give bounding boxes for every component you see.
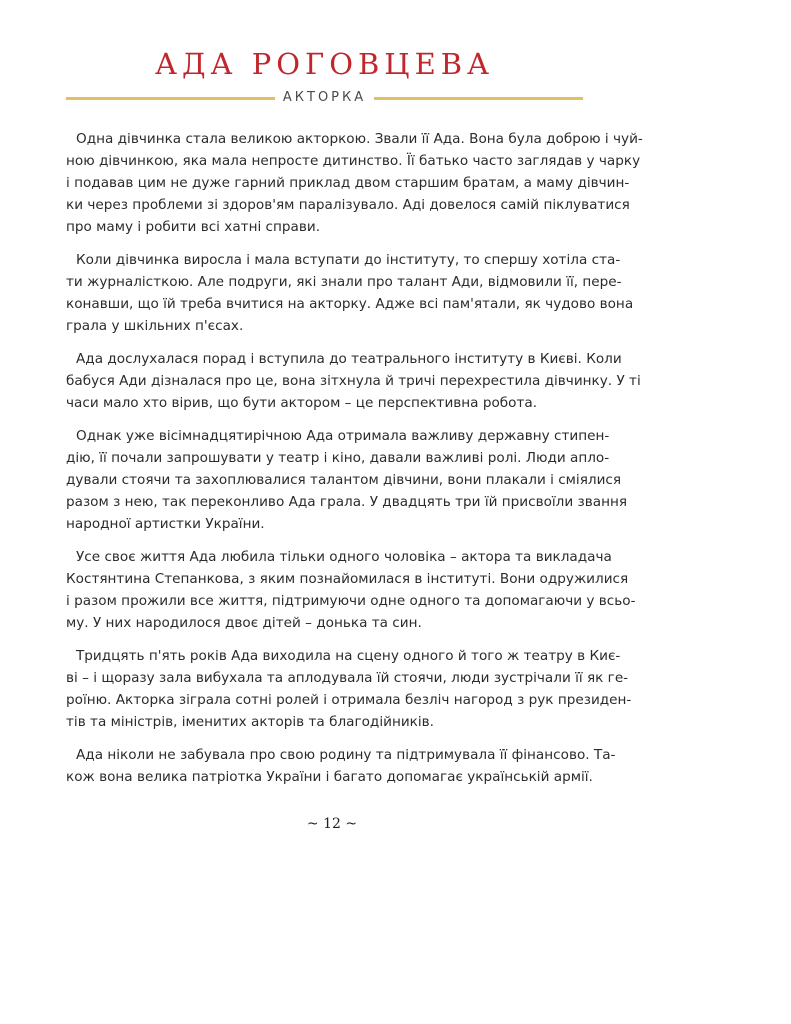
paragraph: [66, 645, 632, 733]
page-number: ~ 12 ~: [306, 816, 358, 832]
text-line: ти журналісткою. Але подруги, які знали про талант Ади, відмовили її, пере-: [66, 274, 622, 290]
text-line: ки через проблеми зі здоров'ям паралізувало. Аді довелося самій піклуватися: [66, 197, 630, 213]
text-line: грала у шкільних п'єсах.: [66, 318, 244, 334]
text-line: Ада дослухалася порад і вступила до театрального інституту в Києві. Коли: [76, 351, 622, 367]
text-line: про маму і робити всі хатні справи.: [66, 219, 321, 235]
text-line: Костянтина Степанкова, з яким познайомилася в інституті. Вони одружилися: [66, 571, 629, 587]
paragraph: [66, 546, 636, 634]
text-line: роїню. Акторка зіграла сотні ролей і отримала безліч нагород з рук президен-: [66, 692, 632, 708]
gold-rule-right: [374, 97, 583, 100]
text-line: дію, її почали запрошувати у театр і кіно, давали важливі ролі. Люди апло-: [66, 450, 610, 466]
text-line: разом з нею, так переконливо Ада грала. У двадцять три їй присвоїли звання: [66, 494, 628, 510]
text-line: Одна дівчинка стала великою акторкою. Звали її Ада. Вона була доброю і чуй-: [76, 131, 643, 147]
paragraph: [66, 249, 634, 337]
page-title: АДА РОГОВЦЕВА: [154, 47, 495, 81]
text-line: Коли дівчинка виросла і мала вступати до інституту, то спершу хотіла ста-: [76, 252, 621, 268]
text-line: му. У них народилося двоє дітей – донька та син.: [66, 615, 422, 631]
paragraph: [66, 348, 641, 414]
text-line: часи мало хто вірив, що бути актором – це перспективна робота.: [66, 395, 538, 411]
text-line: Однак уже вісімнадцятирічною Ада отримала важливу державну стипен-: [76, 428, 610, 444]
text-line: кож вона велика патріотка України і багато допомагає українській армії.: [66, 769, 593, 785]
text-line: конавши, що їй треба вчитися на акторку. Адже всі пам'ятали, як чудово вона: [66, 296, 634, 312]
text-line: і подавав цим не дуже гарний приклад двом старшим братам, а маму дівчин-: [66, 175, 630, 191]
text-line: ною дівчинкою, яка мала непросте дитинство. Її батько часто заглядав у чарку: [66, 153, 641, 169]
paragraph: [66, 425, 628, 535]
subtitle-divider: [66, 88, 583, 108]
text-line: бабуся Ади дізналася про це, вона зітхнула й тричі перехрестила дівчинку. У ті: [66, 373, 641, 389]
text-line: Ада ніколи не забувала про свою родину та підтримувала її фінансово. Та-: [76, 747, 616, 763]
text-line: народної артистки України.: [66, 516, 265, 532]
body-text: [66, 128, 643, 799]
text-line: тів та міністрів, іменитих акторів та благодійників.: [66, 714, 434, 730]
text-line: Усе своє життя Ада любила тільки одного чоловіка – актора та викладача: [76, 549, 612, 565]
page-subtitle: АКТОРКА: [282, 90, 367, 105]
text-line: і разом прожили все життя, підтримуючи одне одного та допомагаючи у всьо-: [66, 593, 636, 609]
text-line: Тридцять п'ять років Ада виходила на сцену одного й того ж театру в Киє-: [76, 648, 621, 664]
paragraph: [66, 128, 643, 238]
gold-rule-left: [66, 97, 275, 100]
text-line: ві – і щоразу зала вибухала та аплодувала їй стоячи, люди зустрічали її як ге-: [66, 670, 629, 686]
text-line: дували стоячи та захоплювалися талантом дівчини, вони плакали і сміялися: [66, 472, 622, 488]
paragraph: [66, 744, 616, 788]
